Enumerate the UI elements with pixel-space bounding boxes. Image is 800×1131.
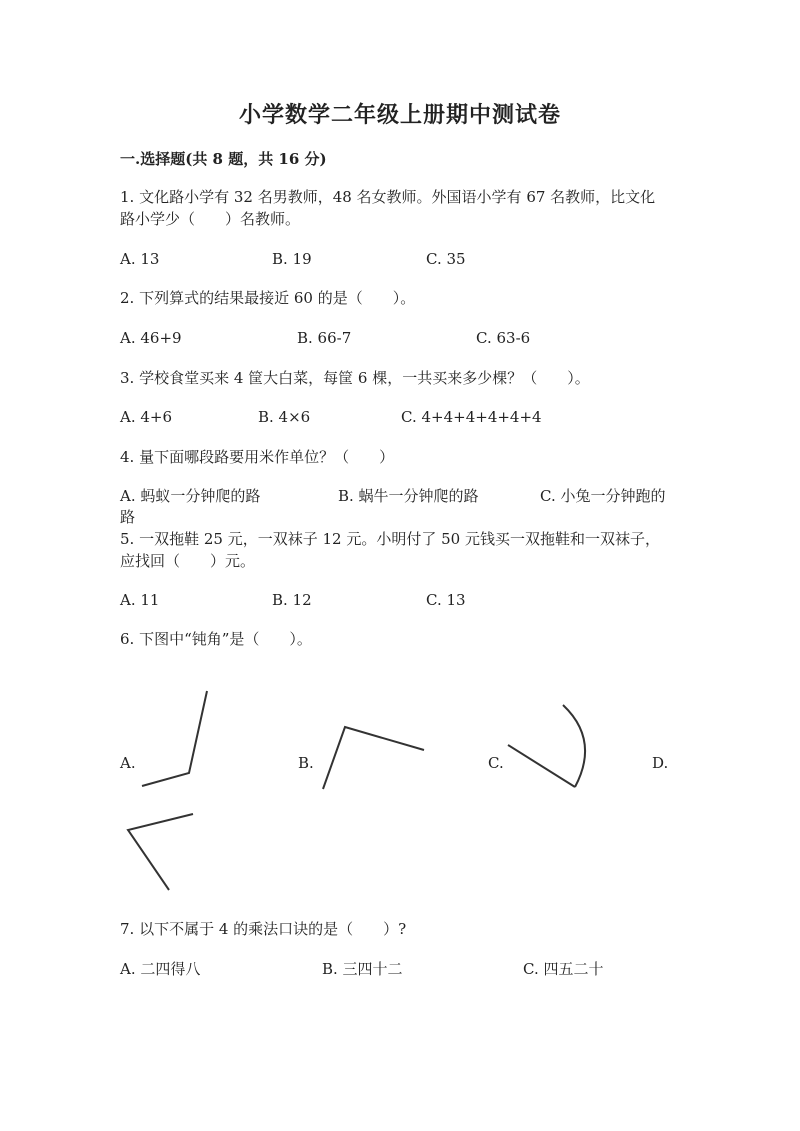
question-5-option-a[interactable]: A. 11 xyxy=(120,591,160,609)
question-4-option-b[interactable]: B. 蜗牛一分钟爬的路 xyxy=(338,487,479,505)
question-7-option-a[interactable]: A. 二四得八 xyxy=(120,960,201,978)
question-6-option-a[interactable]: A. xyxy=(120,754,136,772)
question-1-option-b[interactable]: B. 19 xyxy=(272,250,312,268)
question-2-option-a[interactable]: A. 46+9 xyxy=(120,329,182,347)
question-3-text: 3. 学校食堂买来 4 筐大白菜，每筐 6 棵，一共买来多少棵？（ ）。 xyxy=(120,369,590,387)
question-6-option-b[interactable]: B. xyxy=(298,754,314,772)
question-4-text: 4. 量下面哪段路要用米作单位？（ ） xyxy=(120,448,395,466)
angle-figure-a xyxy=(142,691,207,786)
page-title: 小学数学二年级上册期中测试卷 xyxy=(238,102,561,128)
question-3-option-b[interactable]: B. 4×6 xyxy=(258,408,311,426)
question-2-option-b[interactable]: B. 66-7 xyxy=(297,329,352,347)
question-4-option-a[interactable]: A. 蚂蚁一分钟爬的路 xyxy=(120,487,261,505)
question-1-text: 1. 文化路小学有 32 名男教师，48 名女教师。外国语小学有 67 名教师，比文化 xyxy=(120,188,656,206)
question-7-option-b[interactable]: B. 三四十二 xyxy=(322,960,403,978)
question-6-option-d[interactable]: D. xyxy=(652,754,669,772)
question-6-option-c[interactable]: C. xyxy=(488,754,504,772)
question-7-option-c[interactable]: C. 四五二十 xyxy=(523,960,604,978)
angle-figure-b xyxy=(323,727,424,789)
question-1-text-cont: 路小学少（ ）名教师。 xyxy=(120,210,301,228)
question-5-text-cont: 应找回（ ）元。 xyxy=(120,552,256,570)
question-6-text: 6. 下图中“钝角”是（ ）。 xyxy=(120,630,312,648)
question-3-option-c[interactable]: C. 4+4+4+4+4+4 xyxy=(401,408,542,426)
question-3-option-a[interactable]: A. 4+6 xyxy=(120,408,173,426)
question-2-text: 2. 下列算式的结果最接近 60 的是（ ）。 xyxy=(120,289,416,307)
question-1-option-c[interactable]: C. 35 xyxy=(426,250,466,268)
question-7-text: 7. 以下不属于 4 的乘法口诀的是（ ）? xyxy=(120,920,407,938)
angle-figure-c xyxy=(508,705,585,787)
question-5-option-b[interactable]: B. 12 xyxy=(272,591,312,609)
question-2-option-c[interactable]: C. 63-6 xyxy=(476,329,531,347)
question-1-option-a[interactable]: A. 13 xyxy=(120,250,160,268)
question-4-option-c-wrap: 路 xyxy=(120,508,136,526)
angle-figure-d xyxy=(128,814,193,890)
question-5-text: 5. 一双拖鞋 25 元，一双袜子 12 元。小明付了 50 元钱买一双拖鞋和一双袜子， xyxy=(120,530,660,548)
question-5-option-c[interactable]: C. 13 xyxy=(426,591,466,609)
question-4-option-c[interactable]: C. 小兔一分钟跑的 xyxy=(540,487,666,505)
section-heading: 一.选择题(共 8 题，共 16 分) xyxy=(120,150,327,168)
